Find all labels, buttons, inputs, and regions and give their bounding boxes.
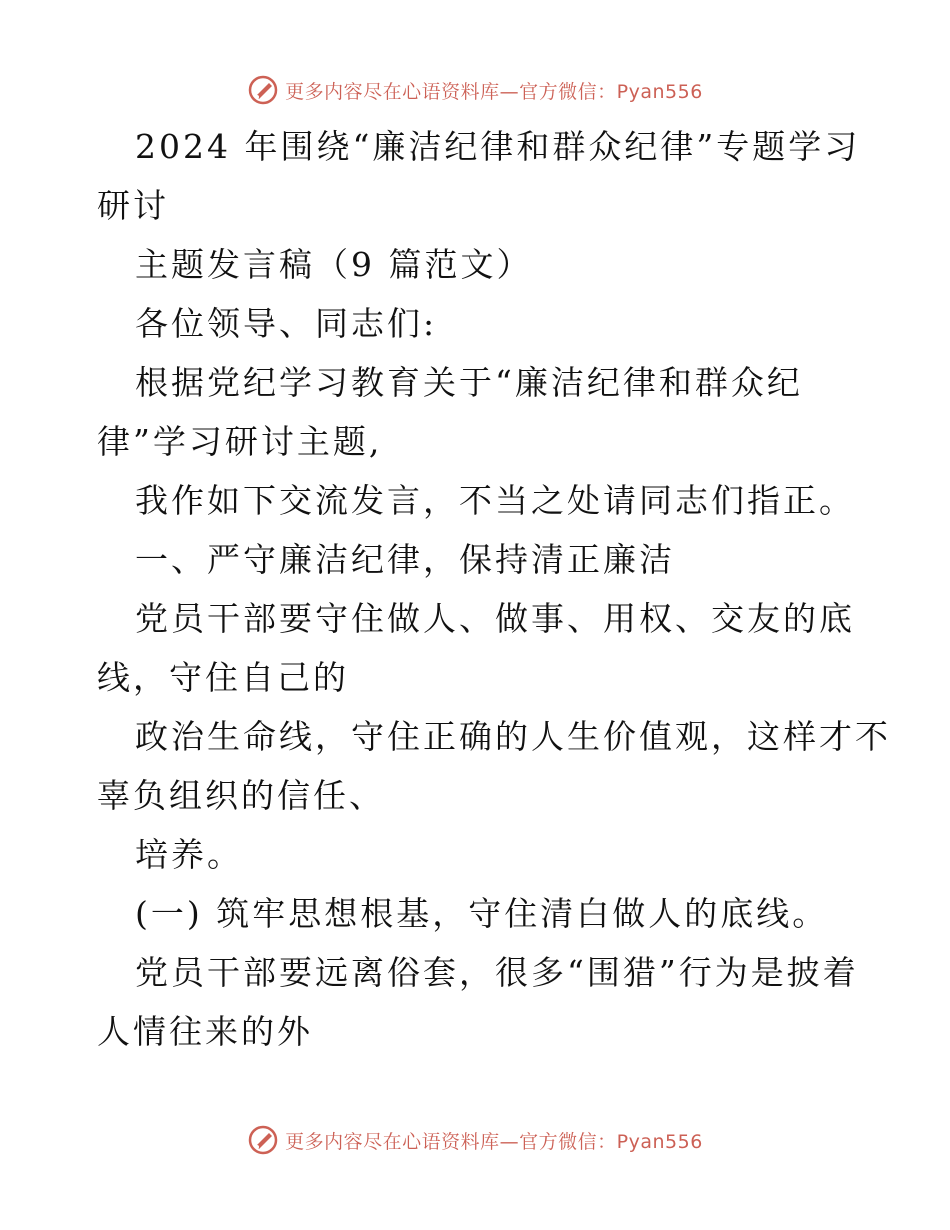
paragraph-line: 政治生命线，守住正确的人生价值观，这样才不 bbox=[135, 717, 891, 756]
watermark-text: 更多内容尽在心语资料库—官方微信：Pyan556 bbox=[285, 80, 703, 103]
paragraph-line: 线，守住自己的 bbox=[97, 658, 349, 697]
paragraph-line: 律”学习研讨主题, bbox=[97, 422, 383, 461]
paragraph-line: 辜负组织的信任、 bbox=[97, 776, 385, 815]
document-title-cont: 研讨 bbox=[97, 186, 169, 225]
pen-logo-icon bbox=[247, 74, 279, 106]
salutation: 各位领导、同志们: bbox=[135, 304, 438, 343]
paragraph-line: 根据党纪学习教育关于“廉洁纪律和群众纪 bbox=[135, 363, 803, 402]
pen-logo-icon bbox=[247, 1124, 279, 1156]
paragraph-line: 党员干部要守住做人、做事、用权、交友的底 bbox=[135, 599, 855, 638]
watermark-text: 更多内容尽在心语资料库—官方微信：Pyan556 bbox=[285, 1130, 703, 1153]
section-heading: 一、严守廉洁纪律，保持清正廉洁 bbox=[135, 540, 675, 579]
header-watermark bbox=[0, 70, 950, 110]
paragraph-line: 人情往来的外 bbox=[97, 1012, 313, 1051]
footer-watermark bbox=[0, 1120, 950, 1160]
paragraph-line: 培养。 bbox=[135, 835, 243, 874]
paragraph-line: 我作如下交流发言，不当之处请同志们指正。 bbox=[135, 481, 855, 520]
document-title: 2024 年围绕“廉洁纪律和群众纪律”专题学习 bbox=[135, 127, 861, 166]
subsection-heading: (一) 筑牢思想根基，守住清白做人的底线。 bbox=[135, 894, 829, 933]
paragraph-line: 党员干部要远离俗套，很多“围猎”行为是披着 bbox=[135, 953, 859, 992]
document-subtitle: 主题发言稿（9 篇范文） bbox=[135, 245, 533, 284]
